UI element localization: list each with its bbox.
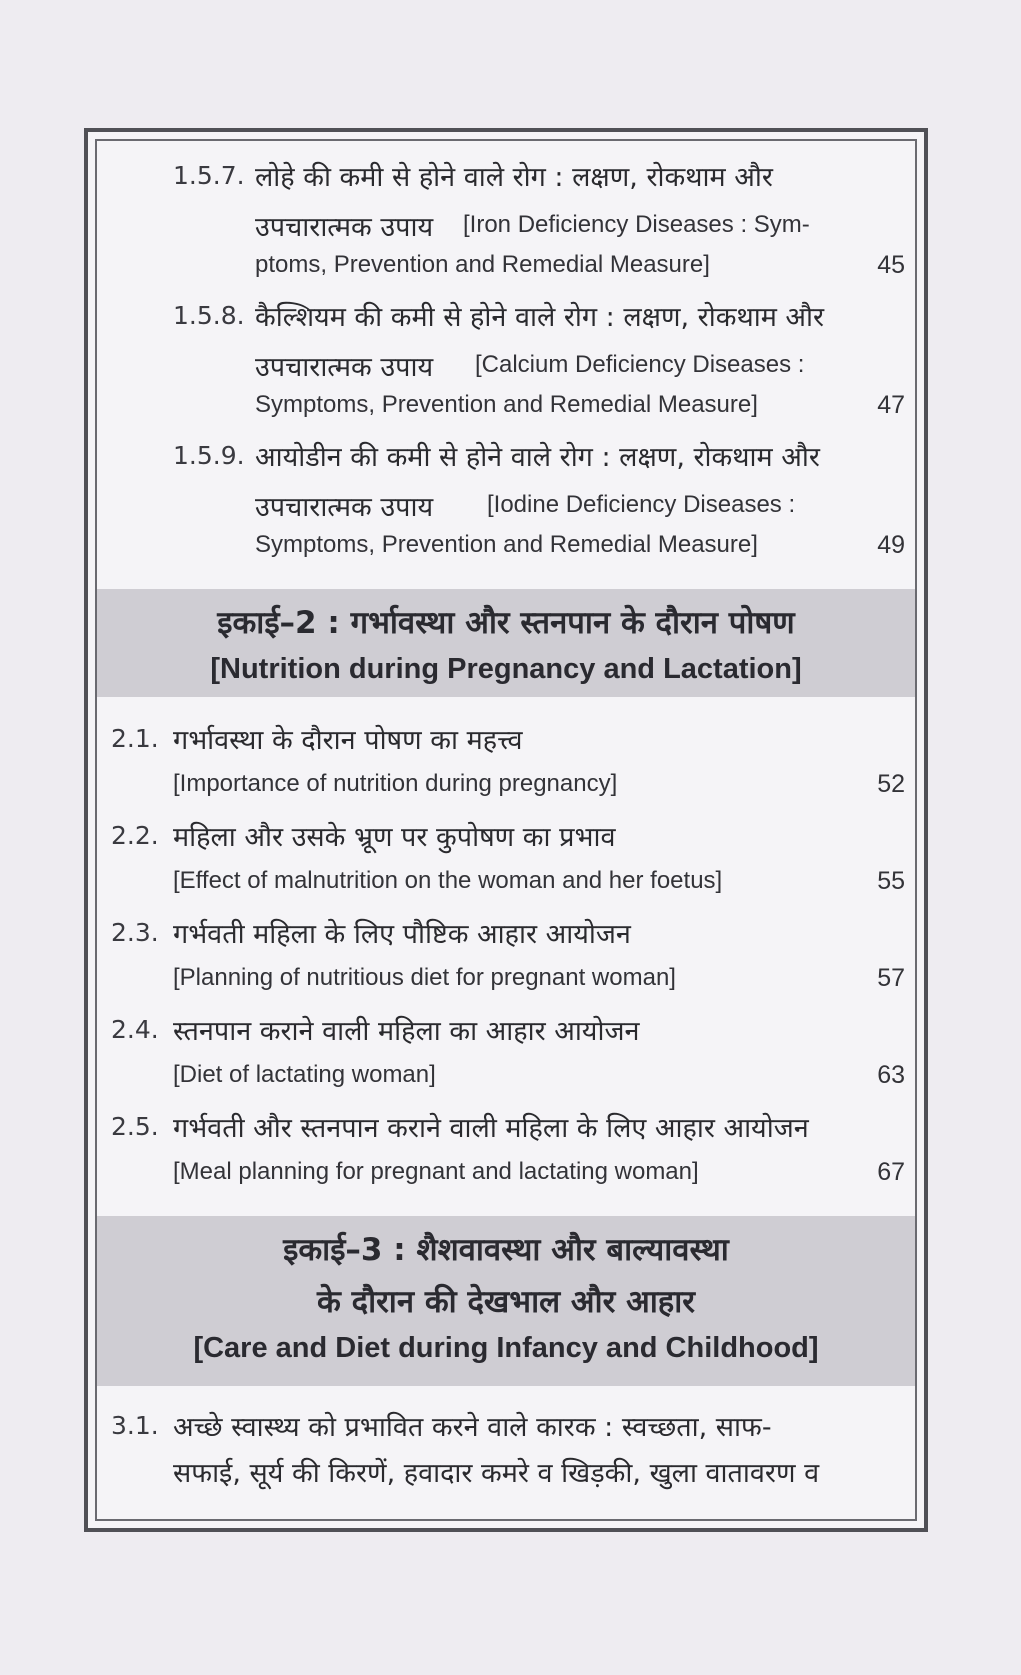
entry-title-english: [Iodine Deficiency Diseases : [487, 491, 796, 518]
entry-number: 2.3. [111, 918, 159, 947]
entry-title-hindi: महिला और उसके भ्रूण पर कुपोषण का प्रभाव [173, 822, 616, 853]
toc-frame [84, 128, 928, 1532]
unit-3-title-english: [Care and Diet during Infancy and Childhood] [193, 1332, 819, 1364]
page-number: 52 [877, 770, 905, 798]
entry-title-english: [Diet of lactating woman] [173, 1061, 436, 1088]
entry-number: 1.5.7. [173, 161, 245, 190]
page-number: 67 [877, 1158, 905, 1186]
page-number: 47 [877, 391, 905, 419]
entry-title-english: [Iron Deficiency Diseases : Sym- [463, 211, 810, 238]
entry-number: 2.1. [111, 724, 159, 753]
entry-title-hindi: कैल्शियम की कमी से होने वाले रोग : लक्षण, रोकथाम और [255, 302, 825, 333]
unit-3-heading [97, 1216, 915, 1386]
entry-title-hindi: स्तनपान कराने वाली महिला का आहार आयोजन [173, 1016, 640, 1047]
entry-number: 2.2. [111, 821, 159, 850]
unit-3-title-hindi-line1: इकाई–3 : शैशवावस्था और बाल्यावस्था [283, 1232, 729, 1268]
entry-number: 1.5.9. [173, 441, 245, 470]
entry-title-hindi-cont: उपचारात्मक उपाय [255, 492, 434, 523]
unit-2-heading [97, 589, 915, 697]
entry-title-english: [Importance of nutrition during pregnancy] [173, 770, 618, 797]
page-number: 63 [877, 1061, 905, 1089]
entry-title-english: [Planning of nutritious diet for pregnant woman] [173, 964, 676, 991]
entry-title-hindi-cont: सफाई, सूर्य की किरणें, हवादार कमरे व खिड़की, खुला वातावरण व [173, 1458, 820, 1489]
toc-inner-border [95, 139, 917, 1521]
entry-title-english: [Meal planning for pregnant and lactating woman] [173, 1158, 699, 1185]
page-number: 49 [877, 531, 905, 559]
entry-title-hindi-cont: उपचारात्मक उपाय [255, 212, 434, 243]
page-number: 55 [877, 867, 905, 895]
entry-title-hindi-cont: उपचारात्मक उपाय [255, 352, 434, 383]
entry-title-hindi: अच्छे स्वास्थ्य को प्रभावित करने वाले कारक : स्वच्छता, साफ- [173, 1412, 772, 1443]
entry-title-english-cont: Symptoms, Prevention and Remedial Measure] [255, 531, 758, 558]
entry-title-hindi: आयोडीन की कमी से होने वाले रोग : लक्षण, रोकथाम और [255, 442, 820, 473]
entry-title-hindi: लोहे की कमी से होने वाले रोग : लक्षण, रोकथाम और [255, 162, 773, 193]
entry-title-english-cont: ptoms, Prevention and Remedial Measure] [255, 251, 710, 278]
unit-3-title-hindi-line2: के दौरान की देखभाल और आहार [317, 1284, 695, 1320]
entry-number: 1.5.8. [173, 301, 245, 330]
entry-title-english: [Calcium Deficiency Diseases : [475, 351, 805, 378]
entry-number: 3.1. [111, 1411, 159, 1440]
entry-number: 2.5. [111, 1112, 159, 1141]
page-number: 45 [877, 251, 905, 279]
entry-title-hindi: गर्भवती और स्तनपान कराने वाली महिला के लिए आहार आयोजन [173, 1113, 809, 1144]
entry-title-english-cont: Symptoms, Prevention and Remedial Measure] [255, 391, 758, 418]
unit-2-title-english: [Nutrition during Pregnancy and Lactation] [210, 653, 802, 685]
page-number: 57 [877, 964, 905, 992]
entry-number: 2.4. [111, 1015, 159, 1044]
unit-2-title-hindi: इकाई–2 : गर्भावस्था और स्तनपान के दौरान पोषण [217, 605, 795, 641]
entry-title-english: [Effect of malnutrition on the woman and her foetus] [173, 867, 723, 894]
entry-title-hindi: गर्भवती महिला के लिए पौष्टिक आहार आयोजन [173, 919, 631, 950]
entry-title-hindi: गर्भावस्था के दौरान पोषण का महत्त्व [173, 725, 523, 756]
